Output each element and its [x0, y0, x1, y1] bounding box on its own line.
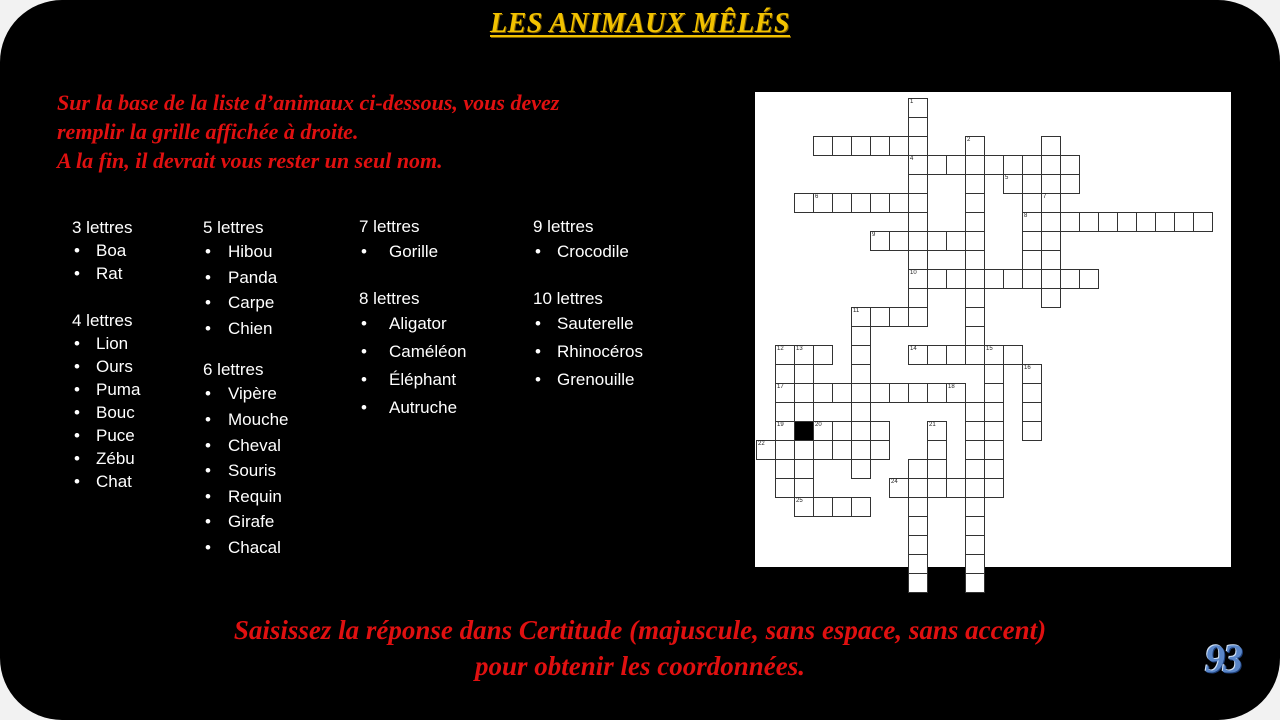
grid-cell [794, 440, 814, 460]
grid-cell [1022, 421, 1042, 441]
answer-instructions-line-2: pour obtenir les coordonnées. [474, 651, 806, 681]
grid-cell [870, 421, 890, 441]
grid-cell [889, 231, 909, 251]
grid-cell [965, 231, 985, 251]
grid-cell [908, 516, 928, 536]
grid-cell [965, 535, 985, 555]
grid-cell [889, 307, 909, 327]
word-item: • Boa [72, 239, 140, 262]
grid-cell [908, 307, 928, 327]
grid-cell [965, 459, 985, 479]
clue-number: 19 [777, 422, 784, 428]
grid-cell [851, 421, 871, 441]
grid-cell [908, 288, 928, 308]
grid-cell [1022, 269, 1042, 289]
group-heading: 3 lettres [72, 218, 133, 237]
clue-number: 1 [910, 99, 914, 105]
grid-cell [851, 440, 871, 460]
puzzle-number-badge: 93 [1205, 636, 1241, 681]
group-4-letters [72, 309, 140, 493]
grid-cell [813, 421, 833, 441]
grid-cell [908, 554, 928, 574]
grid-cell [965, 402, 985, 422]
group-heading: 10 lettres [533, 289, 603, 308]
word-item: • Panda [203, 265, 288, 291]
group-heading: 5 lettres [203, 218, 264, 237]
word-item: • Bouc [72, 401, 140, 424]
clue-number: 18 [948, 384, 955, 390]
grid-cell [870, 440, 890, 460]
grid-cell [851, 136, 871, 156]
grid-cell [984, 402, 1004, 422]
word-item: • Puma [72, 378, 140, 401]
word-item: • Chat [72, 470, 140, 493]
answer-instructions-line-1: Saisissez la réponse dans Certitude (majuscule, sans espace, sans accent) [233, 615, 1047, 645]
word-item: • Éléphant [359, 366, 467, 394]
grid-cell [908, 117, 928, 137]
grid-cell [965, 155, 985, 175]
grid-cell [1155, 212, 1175, 232]
grid-cell [832, 136, 852, 156]
grid-cell [1022, 231, 1042, 251]
grid-cell [1041, 269, 1061, 289]
grid-cell [889, 136, 909, 156]
instructions-line-1: Sur la base de la liste d’animaux ci-dessous, vous devez [57, 90, 560, 115]
grid-cell [908, 174, 928, 194]
grid-cell [775, 459, 795, 479]
grid-cell [870, 383, 890, 403]
word-item: • Autruche [359, 394, 467, 422]
grid-cell [927, 440, 947, 460]
clue-number: 8 [1024, 213, 1028, 219]
grid-cell [965, 307, 985, 327]
word-item: • Rat [72, 262, 140, 285]
grid-cell [927, 345, 947, 365]
answer-instructions [0, 612, 1280, 684]
grid-cell [984, 459, 1004, 479]
grid-cell [851, 193, 871, 213]
grid-cell [1060, 174, 1080, 194]
word-item: • Souris [203, 458, 288, 484]
grid-cell [1022, 155, 1042, 175]
grid-cell [965, 288, 985, 308]
grid-cell [908, 98, 928, 118]
grid-cell [851, 497, 871, 517]
grid-cell [1041, 136, 1061, 156]
grid-cell [813, 440, 833, 460]
grid-cell [908, 345, 928, 365]
grid-cell [965, 250, 985, 270]
grid-cell [908, 535, 928, 555]
grid-cell [851, 402, 871, 422]
grid-cell [775, 478, 795, 498]
word-item: • Ours [72, 355, 140, 378]
grid-cell [965, 440, 985, 460]
group-heading: 4 lettres [72, 311, 133, 330]
grid-cell [965, 345, 985, 365]
grid-cell [908, 478, 928, 498]
clue-number: 25 [796, 498, 803, 504]
grid-cell [832, 193, 852, 213]
word-item: • Lion [72, 332, 140, 355]
grid-cell [946, 383, 966, 403]
group-heading: 6 lettres [203, 360, 264, 380]
grid-cell [775, 440, 795, 460]
grid-cell [794, 402, 814, 422]
grid-cell [775, 402, 795, 422]
word-item: • Rhinocéros [533, 338, 643, 366]
grid-cell [1041, 155, 1061, 175]
grid-cell [965, 269, 985, 289]
word-column-4 [533, 215, 643, 394]
group-heading: 7 lettres [359, 217, 420, 236]
clue-number: 22 [758, 441, 765, 447]
grid-cell [1041, 212, 1061, 232]
grid-cell [927, 421, 947, 441]
grid-cell [1060, 269, 1080, 289]
grid-cell [908, 383, 928, 403]
grid-cell [794, 345, 814, 365]
grid-cell [965, 554, 985, 574]
page-title: LES ANIMAUX MÊLÉS [490, 8, 790, 39]
grid-cell [1041, 174, 1061, 194]
clue-number: 12 [777, 346, 784, 352]
grid-cell [927, 478, 947, 498]
clue-number: 17 [777, 384, 784, 390]
grid-cell [908, 250, 928, 270]
word-item: • Cheval [203, 433, 288, 459]
clue-number: 11 [853, 308, 860, 314]
group-10-letters [533, 287, 643, 394]
grid-cell [794, 383, 814, 403]
grid-cell [851, 459, 871, 479]
clue-number: 6 [815, 194, 819, 200]
clue-number: 13 [796, 346, 803, 352]
grid-cell [1022, 383, 1042, 403]
grid-cell [908, 212, 928, 232]
word-item: • Caméléon [359, 338, 467, 366]
grid-cell [851, 307, 871, 327]
clue-number: 14 [910, 346, 917, 352]
grid-cell [756, 440, 776, 460]
grid-cell [851, 326, 871, 346]
word-item: • Crocodile [533, 238, 643, 266]
instructions-line-2: remplir la grille affichée à droite. [57, 119, 359, 144]
grid-cell [965, 516, 985, 536]
grid-cell [1022, 402, 1042, 422]
grid-cell [832, 383, 852, 403]
grid-cell [1079, 212, 1099, 232]
grid-cell [794, 193, 814, 213]
grid-cell [1041, 288, 1061, 308]
word-item: • Gorille [359, 238, 467, 266]
grid-cell [1003, 345, 1023, 365]
word-item: • Sauterelle [533, 310, 643, 338]
grid-cell [1060, 212, 1080, 232]
word-item: • Vipère [203, 381, 288, 407]
clue-number: 21 [929, 422, 936, 428]
grid-cell [908, 155, 928, 175]
clue-number: 4 [910, 156, 914, 162]
clue-number: 7 [1043, 194, 1047, 200]
grid-cell [1098, 212, 1118, 232]
grid-cell [946, 345, 966, 365]
clue-number: 9 [872, 232, 876, 238]
grid-cell [927, 231, 947, 251]
grid-cell [1022, 212, 1042, 232]
grid-cell [984, 364, 1004, 384]
grid-cell [870, 193, 890, 213]
grid-cell [965, 174, 985, 194]
group-heading: 8 lettres [359, 289, 420, 308]
grid-cell [832, 421, 852, 441]
instructions-line-3: A la fin, il devrait vous rester un seul nom. [57, 148, 443, 173]
grid-cell [870, 307, 890, 327]
grid-cell [965, 421, 985, 441]
grid-cell [965, 136, 985, 156]
grid-cell [965, 478, 985, 498]
word-item: • Puce [72, 424, 140, 447]
grid-cell [1193, 212, 1213, 232]
grid-cell [851, 383, 871, 403]
grid-cell [889, 383, 909, 403]
clue-number: 15 [986, 346, 993, 352]
group-3-letters [72, 216, 140, 285]
grid-cell [1022, 174, 1042, 194]
grid-cell [927, 269, 947, 289]
grid-cell [1041, 231, 1061, 251]
grid-cell [1041, 250, 1061, 270]
word-item: • Chien [203, 316, 288, 342]
grid-cell [946, 478, 966, 498]
grid-cell [1003, 174, 1023, 194]
grid-cell-blocked [794, 421, 814, 441]
grid-cell [775, 383, 795, 403]
crossword-grid [755, 92, 1231, 567]
clue-number: 20 [815, 422, 822, 428]
group-8-letters [359, 287, 467, 422]
word-item: • Hibou [203, 239, 288, 265]
grid-cell [851, 345, 871, 365]
grid-cell [813, 345, 833, 365]
group-5-letters [203, 216, 288, 341]
grid-cell [984, 269, 1004, 289]
clue-number: 2 [967, 137, 971, 143]
grid-cell [1117, 212, 1137, 232]
grid-cell [775, 364, 795, 384]
word-column-1 [72, 216, 140, 493]
grid-cell [965, 193, 985, 213]
grid-cell [889, 193, 909, 213]
grid-cell [1136, 212, 1156, 232]
grid-cell [908, 231, 928, 251]
grid-cell [870, 136, 890, 156]
grid-cell [832, 440, 852, 460]
grid-cell [984, 345, 1004, 365]
word-item: • Carpe [203, 290, 288, 316]
word-item: • Chacal [203, 535, 288, 561]
grid-cell [984, 155, 1004, 175]
grid-cell [908, 193, 928, 213]
grid-cell [851, 364, 871, 384]
grid-cell [908, 573, 928, 593]
word-item: • Mouche [203, 407, 288, 433]
grid-cell [775, 421, 795, 441]
clue-number: 10 [910, 270, 917, 276]
grid-cell [1079, 269, 1099, 289]
grid-cell [908, 459, 928, 479]
grid-cell [813, 193, 833, 213]
grid-cell [794, 459, 814, 479]
grid-cell [946, 231, 966, 251]
word-item: • Zébu [72, 447, 140, 470]
grid-cell [1003, 155, 1023, 175]
grid-cell [965, 212, 985, 232]
grid-cell [1174, 212, 1194, 232]
grid-cell [908, 269, 928, 289]
grid-cell [813, 497, 833, 517]
grid-cell [984, 421, 1004, 441]
clue-number: 5 [1005, 175, 1009, 181]
grid-cell [965, 497, 985, 517]
grid-cell [927, 155, 947, 175]
grid-cell [794, 478, 814, 498]
grid-cell [984, 383, 1004, 403]
grid-cell [908, 497, 928, 517]
grid-cell [775, 345, 795, 365]
grid-cell [813, 383, 833, 403]
grid-cell [965, 326, 985, 346]
grid-cell [946, 155, 966, 175]
group-heading: 9 lettres [533, 217, 594, 236]
grid-cell [832, 497, 852, 517]
grid-cell [1060, 155, 1080, 175]
grid-cell [946, 269, 966, 289]
grid-cell [1022, 250, 1042, 270]
grid-cell [984, 440, 1004, 460]
grid-cell [1022, 364, 1042, 384]
grid-cell [794, 497, 814, 517]
grid-cell [1041, 193, 1061, 213]
word-item: • Aligator [359, 310, 467, 338]
grid-cell [889, 478, 909, 498]
grid-cell [908, 136, 928, 156]
word-item: • Grenouille [533, 366, 643, 394]
grid-cell [794, 364, 814, 384]
group-7-letters [359, 215, 467, 266]
group-9-letters [533, 215, 643, 266]
group-6-letters [203, 358, 288, 560]
grid-cell [870, 231, 890, 251]
grid-cell [1022, 193, 1042, 213]
grid-cell [927, 383, 947, 403]
word-item: • Girafe [203, 509, 288, 535]
grid-cell [984, 478, 1004, 498]
word-column-2 [203, 216, 288, 561]
grid-cell [965, 573, 985, 593]
grid-cell [927, 459, 947, 479]
grid-cell [1003, 269, 1023, 289]
instructions [57, 88, 737, 175]
grid-cell [813, 136, 833, 156]
clue-number: 24 [891, 479, 898, 485]
word-item: • Requin [203, 484, 288, 510]
clue-number: 16 [1024, 365, 1031, 371]
word-column-3 [359, 215, 467, 422]
